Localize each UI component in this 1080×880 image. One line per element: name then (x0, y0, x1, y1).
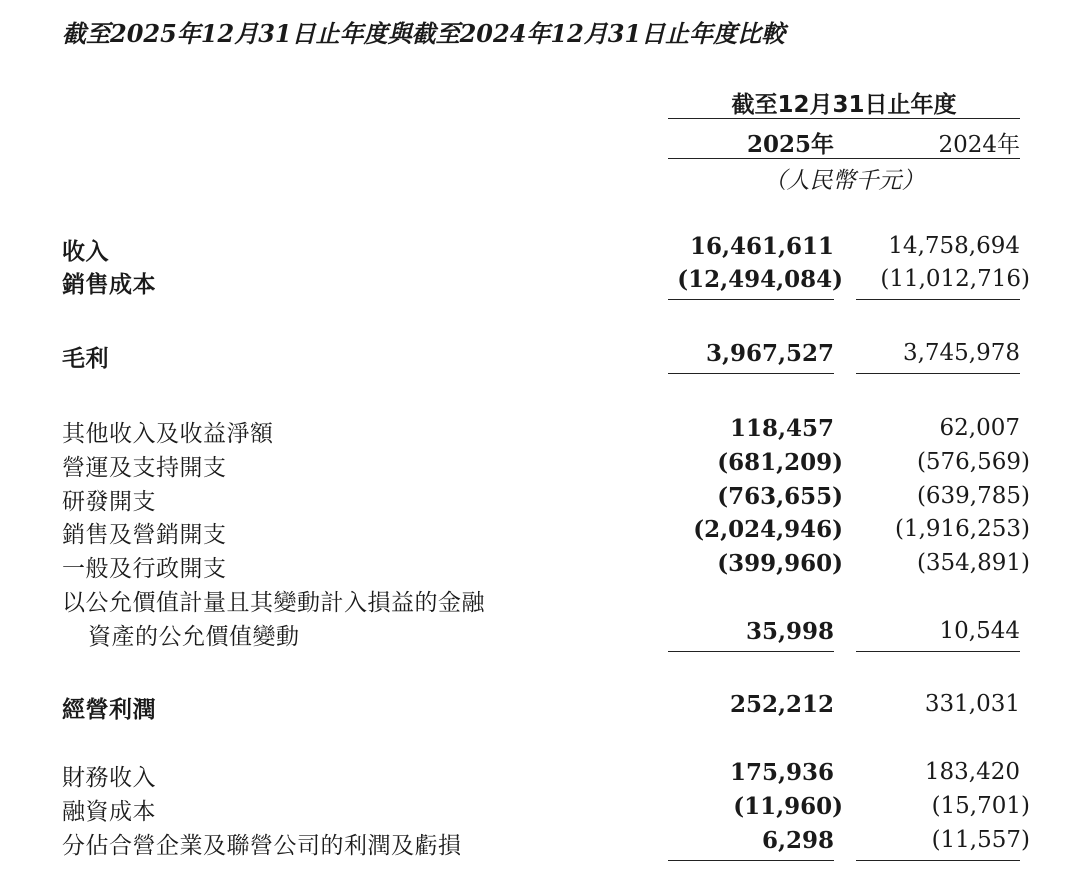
year-current-header: 2025年 (746, 131, 834, 158)
table-row-operations-support (0, 449, 1080, 483)
row-label: 研發開支 (62, 489, 156, 515)
value-current: (11,960) (733, 793, 843, 820)
value-previous: 10,544 (939, 618, 1020, 644)
row-label: 收入 (62, 239, 109, 265)
value-current: 3,967,527 (705, 340, 834, 367)
value-current: (2,024,946) (693, 516, 843, 543)
row-label: 分佔合營企業及聯營公司的利潤及虧損 (62, 833, 462, 859)
table-row-fair-value-label (0, 584, 1080, 618)
row-label: 經營利潤 (62, 697, 156, 723)
value-previous: (15,701) (931, 793, 1030, 819)
period-header-underline (668, 118, 1020, 119)
value-previous: (11,557) (931, 827, 1030, 853)
period-header: 截至12月31日止年度 (731, 92, 957, 118)
row-label: 其他收入及收益淨額 (62, 421, 274, 447)
value-current: 118,457 (729, 415, 834, 442)
subtotal-rule-current (668, 299, 834, 300)
subtotal-rule-current (668, 860, 834, 861)
value-current: 35,998 (745, 618, 834, 645)
subtotal-rule-current (668, 373, 834, 374)
table-row-finance-income (0, 759, 1080, 793)
value-previous: (11,012,716) (880, 266, 1030, 292)
row-label: 以公允價值計量且其變動計入損益的金融 (62, 590, 485, 616)
row-label: 資產的公允價值變動 (88, 624, 300, 650)
table-row-fair-value-change (0, 618, 1080, 652)
value-current: (12,494,084) (677, 266, 843, 293)
value-current: 252,212 (729, 691, 834, 718)
row-label: 融資成本 (62, 799, 156, 825)
value-current: 16,461,611 (689, 233, 834, 260)
row-label: 銷售及營銷開支 (62, 522, 227, 548)
subtotal-rule-previous (856, 651, 1020, 652)
value-previous: 3,745,978 (902, 340, 1020, 366)
row-label: 營運及支持開支 (62, 455, 227, 481)
table-row-operating-profit (0, 691, 1080, 725)
value-current: (763,655) (717, 483, 843, 510)
table-row-general-admin (0, 550, 1080, 584)
subtotal-rule-current (668, 651, 834, 652)
currency-unit: （人民幣千元） (763, 168, 925, 194)
value-previous: (576,569) (916, 449, 1030, 475)
table-row-rnd (0, 483, 1080, 517)
row-label: 財務收入 (62, 765, 156, 791)
section-title: 截至2025年12月31日止年度與截至2024年12月31日止年度比較 (62, 19, 786, 48)
row-label: 銷售成本 (62, 272, 156, 298)
value-current: (681,209) (717, 449, 843, 476)
value-previous: 331,031 (924, 691, 1020, 717)
year-header-underline (668, 158, 1020, 159)
table-row-revenue (0, 233, 1080, 267)
value-previous: 14,758,694 (888, 233, 1020, 259)
value-previous: 62,007 (939, 415, 1020, 441)
table-row-selling-marketing (0, 516, 1080, 550)
table-row-gross-profit (0, 340, 1080, 374)
subtotal-rule-previous (856, 373, 1020, 374)
value-previous: (354,891) (916, 550, 1030, 576)
table-row-finance-costs (0, 793, 1080, 827)
value-current: 6,298 (761, 827, 834, 854)
table-row-share-of-jv-associates (0, 827, 1080, 861)
value-previous: (639,785) (916, 483, 1030, 509)
table-row-other-income (0, 415, 1080, 449)
value-current: 175,936 (729, 759, 834, 786)
value-previous: 183,420 (924, 759, 1020, 785)
value-current: (399,960) (717, 550, 843, 577)
subtotal-rule-previous (856, 860, 1020, 861)
row-label: 一般及行政開支 (62, 556, 227, 582)
row-label: 毛利 (62, 346, 109, 372)
value-previous: (1,916,253) (894, 516, 1030, 542)
table-row-cost-of-sales (0, 266, 1080, 300)
year-previous-header: 2024年 (938, 132, 1020, 158)
subtotal-rule-previous (856, 299, 1020, 300)
